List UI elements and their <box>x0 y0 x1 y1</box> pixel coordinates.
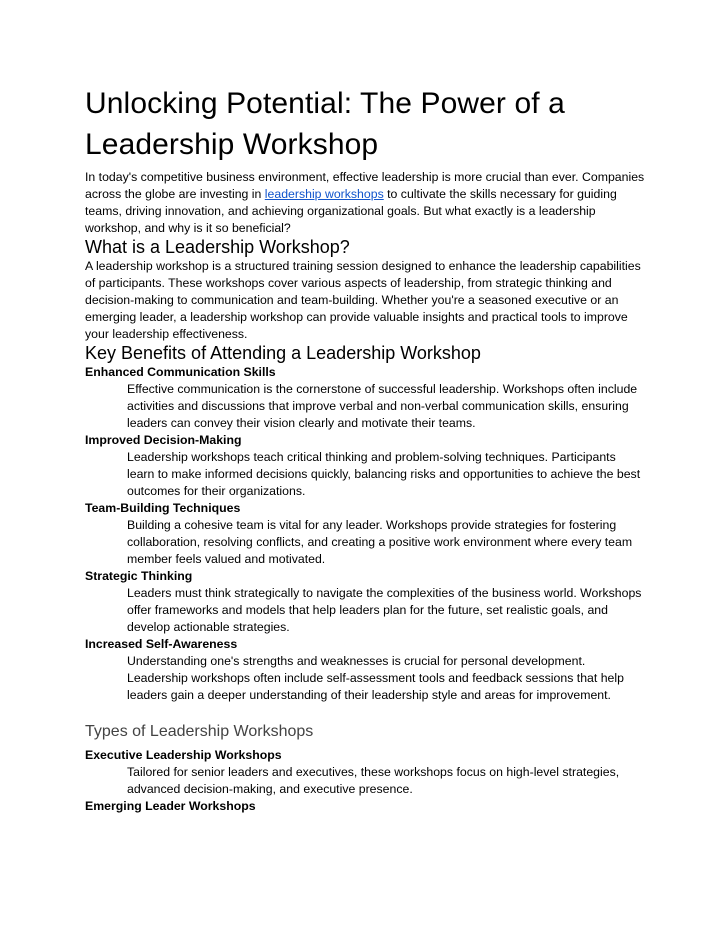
type-label: Executive Leadership Workshops <box>85 748 282 762</box>
type-item <box>85 798 645 815</box>
benefit-label: Improved Decision-Making <box>85 433 242 447</box>
benefit-label: Increased Self-Awareness <box>85 637 238 651</box>
benefit-description: Understanding one's strengths and weaknesses is crucial for personal development. Leadership workshops often include self-assessment tools and feedback sessions that help leaders gain a deeper understanding of their leadership style and areas for improvement. <box>127 654 624 702</box>
benefits-list <box>85 364 645 704</box>
benefit-item <box>85 500 645 568</box>
what-is-heading: What is a Leadership Workshop? <box>85 237 350 257</box>
benefit-label: Strategic Thinking <box>85 569 193 583</box>
intro-paragraph <box>85 169 645 237</box>
benefit-item <box>85 568 645 636</box>
benefit-label: Team-Building Techniques <box>85 501 241 515</box>
page-title: Unlocking Potential: The Power of a Leadership Workshop <box>85 87 565 161</box>
benefit-item <box>85 636 645 704</box>
benefit-description: Building a cohesive team is vital for any leader. Workshops provide strategies for fostering collaboration, resolving conflicts, and creating a positive work environment where every team member feels valued and motivated. <box>127 518 633 566</box>
what-is-paragraph: A leadership workshop is a structured training session designed to enhance the leadership capabilities of participants. These workshops cover various aspects of leadership, from strategic thinking and decision-making to communication and team-building. Whether you're a seasoned executive or an emerging leader, a leadership workshop can provide valuable insights and practical tools to improve your leadership effectiveness. <box>85 259 641 341</box>
leadership-workshops-link[interactable]: leadership workshops <box>264 187 384 201</box>
benefit-description: Leadership workshops teach critical thinking and problem-solving techniques. Participants learn to make informed decisions quickly, balancing risks and opportunities to achieve the best outcomes for their organizations. <box>127 450 641 498</box>
types-list <box>85 747 645 815</box>
types-heading: Types of Leadership Workshops <box>85 723 314 740</box>
benefit-label: Enhanced Communication Skills <box>85 365 276 379</box>
type-description: Tailored for senior leaders and executives, these workshops focus on high-level strategies, advanced decision-making, and executive presence. <box>127 765 620 796</box>
benefits-heading: Key Benefits of Attending a Leadership Workshop <box>85 343 481 363</box>
type-item <box>85 747 645 798</box>
intro-text-before-link: In today's competitive business environment, effective leadership is more crucial than ever. Companies across the globe are investing in <box>85 170 645 201</box>
intro-text-after-link: to cultivate the skills necessary for guiding teams, driving innovation, and achieving organizational goals. But what exactly is a leadership workshop, and why is it so beneficial? <box>85 187 617 235</box>
type-label: Emerging Leader Workshops <box>85 799 256 813</box>
benefit-item <box>85 432 645 500</box>
document-content <box>85 83 645 815</box>
benefit-description: Effective communication is the cornerstone of successful leadership. Workshops often include activities and discussions that improve verbal and non-verbal communication skills, ensuring leaders can convey their vision clearly and motivate their teams. <box>127 382 638 430</box>
benefit-item <box>85 364 645 432</box>
benefit-description: Leaders must think strategically to navigate the complexities of the business world. Workshops offer frameworks and models that help leaders plan for the future, set realistic goals, and develop actionable strategies. <box>127 586 642 634</box>
